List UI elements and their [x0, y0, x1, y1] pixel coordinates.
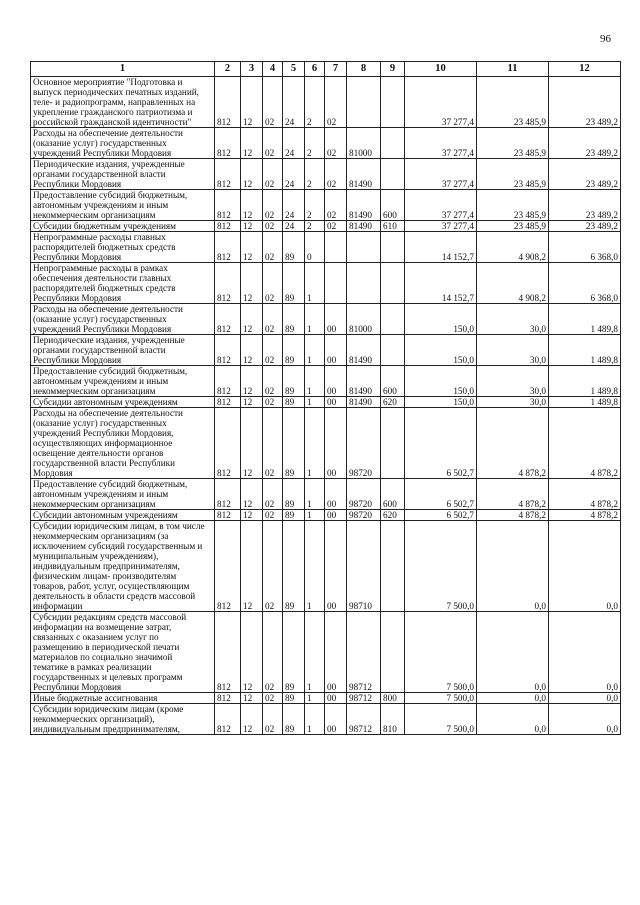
row-name-cell: Непрограммные расходы главных распорядителей бюджетных средств Республики Мордовия	[31, 232, 215, 263]
code-cell-c6: 2	[305, 159, 325, 190]
code-cell-c4: 02	[263, 693, 283, 704]
table-row	[31, 128, 621, 159]
code-cell-c9	[381, 159, 405, 190]
code-cell-c4: 02	[263, 612, 283, 693]
code-cell-c8	[347, 77, 381, 128]
table-row	[31, 335, 621, 366]
amount-cell-c12: 4 878,2	[549, 408, 621, 479]
code-cell-c4: 02	[263, 128, 283, 159]
code-cell-c9	[381, 77, 405, 128]
table-row	[31, 510, 621, 521]
code-cell-c4: 02	[263, 190, 283, 221]
code-cell-c9	[381, 521, 405, 612]
code-cell-c3: 12	[241, 304, 263, 335]
code-cell-c8: 98712	[347, 612, 381, 693]
row-name-cell: Субсидии бюджетным учреждениям	[31, 221, 215, 232]
code-cell-c6: 2	[305, 190, 325, 221]
code-cell-c5: 89	[283, 304, 305, 335]
code-cell-c5: 24	[283, 190, 305, 221]
code-cell-c4: 02	[263, 704, 283, 735]
code-cell-c2: 812	[215, 335, 241, 366]
table-row	[31, 704, 621, 735]
code-cell-c5: 24	[283, 221, 305, 232]
code-cell-c3: 12	[241, 190, 263, 221]
amount-cell-c11: 30,0	[477, 304, 549, 335]
code-cell-c2: 812	[215, 159, 241, 190]
code-cell-c7: 00	[325, 304, 347, 335]
amount-cell-c11: 0,0	[477, 612, 549, 693]
code-cell-c2: 812	[215, 366, 241, 397]
code-cell-c4: 02	[263, 366, 283, 397]
amount-cell-c11: 0,0	[477, 704, 549, 735]
amount-cell-c10: 7 500,0	[405, 521, 477, 612]
table-row	[31, 366, 621, 397]
code-cell-c8: 81490	[347, 397, 381, 408]
column-header-3: 3	[241, 62, 263, 77]
code-cell-c4: 02	[263, 159, 283, 190]
amount-cell-c11: 4 878,2	[477, 479, 549, 510]
row-name-cell: Субсидии юридическим лицам (кроме некоммерческих организаций), индивидуальным предпринимателям,	[31, 704, 215, 735]
amount-cell-c10: 6 502,7	[405, 479, 477, 510]
column-header-5: 5	[283, 62, 305, 77]
row-name-cell: Субсидии редакциям средств массовой информации на возмещение затрат, связанных с оказанием услуг по размещению в периодической печати материалов по социально значимой тематике в рамках реализации государственных и целевых программ Республики Мордовия	[31, 612, 215, 693]
code-cell-c4: 02	[263, 263, 283, 304]
code-cell-c5: 89	[283, 335, 305, 366]
code-cell-c8: 98712	[347, 693, 381, 704]
code-cell-c2: 812	[215, 704, 241, 735]
code-cell-c4: 02	[263, 521, 283, 612]
code-cell-c7: 00	[325, 335, 347, 366]
column-header-12: 12	[549, 62, 621, 77]
code-cell-c5: 89	[283, 397, 305, 408]
code-cell-c6: 2	[305, 221, 325, 232]
code-cell-c2: 812	[215, 479, 241, 510]
code-cell-c2: 812	[215, 510, 241, 521]
row-name-cell: Периодические издания, учрежденные органами государственной власти Республики Мордовия	[31, 335, 215, 366]
row-name-cell: Субсидии автономным учреждениям	[31, 510, 215, 521]
table-row	[31, 521, 621, 612]
code-cell-c8: 81490	[347, 190, 381, 221]
code-cell-c9: 600	[381, 479, 405, 510]
amount-cell-c12: 23 489,2	[549, 128, 621, 159]
code-cell-c9	[381, 612, 405, 693]
code-cell-c7: 00	[325, 521, 347, 612]
code-cell-c7: 02	[325, 159, 347, 190]
code-cell-c3: 12	[241, 510, 263, 521]
code-cell-c7: 00	[325, 612, 347, 693]
table-row	[31, 221, 621, 232]
code-cell-c6: 1	[305, 510, 325, 521]
code-cell-c6: 1	[305, 263, 325, 304]
table-row	[31, 190, 621, 221]
amount-cell-c12: 23 489,2	[549, 159, 621, 190]
code-cell-c6: 1	[305, 335, 325, 366]
code-cell-c9: 800	[381, 693, 405, 704]
code-cell-c9	[381, 232, 405, 263]
row-name-cell: Периодические издания, учрежденные органами государственной власти Республики Мордовия	[31, 159, 215, 190]
amount-cell-c10: 37 277,4	[405, 190, 477, 221]
row-name-cell: Расходы на обеспечение деятельности (оказание услуг) государственных учреждений Республики Мордовия	[31, 304, 215, 335]
code-cell-c8: 81490	[347, 221, 381, 232]
amount-cell-c12: 23 489,2	[549, 221, 621, 232]
amount-cell-c11: 23 485,9	[477, 159, 549, 190]
amount-cell-c11: 4 878,2	[477, 408, 549, 479]
code-cell-c3: 12	[241, 479, 263, 510]
code-cell-c9	[381, 304, 405, 335]
amount-cell-c10: 150,0	[405, 335, 477, 366]
code-cell-c3: 12	[241, 408, 263, 479]
row-name-cell: Предоставление субсидий бюджетным, автономным учреждениям и иным некоммерческим организациям	[31, 190, 215, 221]
page-number: 96	[600, 33, 611, 45]
amount-cell-c10: 7 500,0	[405, 693, 477, 704]
row-name-cell: Предоставление субсидий бюджетным, автономным учреждениям и иным некоммерческим организациям	[31, 479, 215, 510]
code-cell-c7: 00	[325, 408, 347, 479]
column-header-1: 1	[31, 62, 215, 77]
row-name-cell: Предоставление субсидий бюджетным, автономным учреждениям и иным некоммерческим организациям	[31, 366, 215, 397]
code-cell-c4: 02	[263, 335, 283, 366]
row-name-cell: Непрограммные расходы в рамках обеспечения деятельности главных распорядителей бюджетных средств Республики Мордовия	[31, 263, 215, 304]
row-name-cell: Субсидии юридическим лицам, в том числе некоммерческим организациям (за исключением субсидий государственным и муниципальным учреждениям), индивидуальным предпринимателям, физическим лицам- производителям товаров, работ, услуг, осуществляющим деятельность в области средств массовой информации	[31, 521, 215, 612]
code-cell-c7: 00	[325, 510, 347, 521]
column-header-2: 2	[215, 62, 241, 77]
code-cell-c2: 812	[215, 408, 241, 479]
code-cell-c8: 81000	[347, 128, 381, 159]
table-row	[31, 77, 621, 128]
table-row	[31, 479, 621, 510]
code-cell-c3: 12	[241, 704, 263, 735]
code-cell-c7: 00	[325, 479, 347, 510]
code-cell-c6: 2	[305, 128, 325, 159]
column-header-8: 8	[347, 62, 381, 77]
code-cell-c2: 812	[215, 304, 241, 335]
table-row	[31, 263, 621, 304]
code-cell-c4: 02	[263, 221, 283, 232]
code-cell-c7	[325, 232, 347, 263]
code-cell-c5: 24	[283, 128, 305, 159]
amount-cell-c11: 0,0	[477, 521, 549, 612]
amount-cell-c11: 23 485,9	[477, 221, 549, 232]
column-header-9: 9	[381, 62, 405, 77]
code-cell-c2: 812	[215, 521, 241, 612]
code-cell-c6: 1	[305, 612, 325, 693]
code-cell-c4: 02	[263, 232, 283, 263]
amount-cell-c12: 0,0	[549, 704, 621, 735]
code-cell-c3: 12	[241, 397, 263, 408]
code-cell-c9: 620	[381, 397, 405, 408]
code-cell-c5: 24	[283, 77, 305, 128]
amount-cell-c10: 6 502,7	[405, 408, 477, 479]
code-cell-c8: 81490	[347, 335, 381, 366]
amount-cell-c11: 0,0	[477, 693, 549, 704]
column-header-10: 10	[405, 62, 477, 77]
amount-cell-c10: 37 277,4	[405, 221, 477, 232]
amount-cell-c12: 0,0	[549, 693, 621, 704]
code-cell-c2: 812	[215, 232, 241, 263]
amount-cell-c12: 0,0	[549, 521, 621, 612]
code-cell-c6: 1	[305, 479, 325, 510]
code-cell-c6: 0	[305, 232, 325, 263]
code-cell-c8: 98720	[347, 408, 381, 479]
code-cell-c6: 1	[305, 366, 325, 397]
amount-cell-c12: 23 489,2	[549, 77, 621, 128]
code-cell-c8: 98712	[347, 704, 381, 735]
code-cell-c5: 89	[283, 704, 305, 735]
code-cell-c3: 12	[241, 159, 263, 190]
code-cell-c3: 12	[241, 232, 263, 263]
code-cell-c4: 02	[263, 510, 283, 521]
amount-cell-c11: 4 878,2	[477, 510, 549, 521]
code-cell-c8	[347, 263, 381, 304]
amount-cell-c11: 30,0	[477, 335, 549, 366]
amount-cell-c10: 37 277,4	[405, 77, 477, 128]
code-cell-c8: 81000	[347, 304, 381, 335]
table-row	[31, 232, 621, 263]
code-cell-c9: 810	[381, 704, 405, 735]
amount-cell-c12: 1 489,8	[549, 397, 621, 408]
amount-cell-c12: 0,0	[549, 612, 621, 693]
code-cell-c2: 812	[215, 693, 241, 704]
code-cell-c4: 02	[263, 304, 283, 335]
code-cell-c4: 02	[263, 479, 283, 510]
table-row	[31, 693, 621, 704]
amount-cell-c11: 23 485,9	[477, 190, 549, 221]
code-cell-c5: 89	[283, 366, 305, 397]
amount-cell-c12: 1 489,8	[549, 335, 621, 366]
amount-cell-c12: 1 489,8	[549, 304, 621, 335]
column-header-6: 6	[305, 62, 325, 77]
code-cell-c5: 89	[283, 521, 305, 612]
code-cell-c9: 610	[381, 221, 405, 232]
code-cell-c3: 12	[241, 77, 263, 128]
code-cell-c8: 98710	[347, 521, 381, 612]
amount-cell-c11: 4 908,2	[477, 232, 549, 263]
amount-cell-c12: 4 878,2	[549, 510, 621, 521]
table-row	[31, 304, 621, 335]
row-name-cell: Расходы на обеспечение деятельности (оказание услуг) государственных учреждений Республики Мордовия	[31, 128, 215, 159]
amount-cell-c12: 23 489,2	[549, 190, 621, 221]
code-cell-c3: 12	[241, 521, 263, 612]
code-cell-c5: 24	[283, 159, 305, 190]
code-cell-c8: 81490	[347, 159, 381, 190]
amount-cell-c11: 23 485,9	[477, 128, 549, 159]
code-cell-c2: 812	[215, 77, 241, 128]
code-cell-c5: 89	[283, 479, 305, 510]
code-cell-c9	[381, 335, 405, 366]
code-cell-c2: 812	[215, 190, 241, 221]
amount-cell-c12: 1 489,8	[549, 366, 621, 397]
code-cell-c7: 00	[325, 693, 347, 704]
amount-cell-c10: 7 500,0	[405, 704, 477, 735]
code-cell-c2: 812	[215, 612, 241, 693]
amount-cell-c10: 150,0	[405, 304, 477, 335]
code-cell-c3: 12	[241, 693, 263, 704]
code-cell-c5: 89	[283, 693, 305, 704]
amount-cell-c10: 14 152,7	[405, 263, 477, 304]
budget-table	[30, 61, 621, 735]
code-cell-c8: 81490	[347, 366, 381, 397]
code-cell-c9: 620	[381, 510, 405, 521]
row-name-cell: Субсидии автономным учреждениям	[31, 397, 215, 408]
code-cell-c9: 600	[381, 190, 405, 221]
code-cell-c5: 89	[283, 263, 305, 304]
code-cell-c3: 12	[241, 366, 263, 397]
column-header-7: 7	[325, 62, 347, 77]
amount-cell-c12: 4 878,2	[549, 479, 621, 510]
code-cell-c7: 02	[325, 128, 347, 159]
code-cell-c6: 1	[305, 304, 325, 335]
code-cell-c5: 89	[283, 510, 305, 521]
code-cell-c7	[325, 263, 347, 304]
code-cell-c9	[381, 263, 405, 304]
column-header-11: 11	[477, 62, 549, 77]
code-cell-c8: 98720	[347, 510, 381, 521]
code-cell-c4: 02	[263, 397, 283, 408]
amount-cell-c10: 37 277,4	[405, 128, 477, 159]
amount-cell-c10: 150,0	[405, 397, 477, 408]
code-cell-c4: 02	[263, 408, 283, 479]
code-cell-c3: 12	[241, 335, 263, 366]
table-row	[31, 612, 621, 693]
code-cell-c6: 1	[305, 521, 325, 612]
code-cell-c2: 812	[215, 128, 241, 159]
code-cell-c8: 98720	[347, 479, 381, 510]
amount-cell-c12: 6 368,0	[549, 232, 621, 263]
amount-cell-c10: 37 277,4	[405, 159, 477, 190]
code-cell-c9: 600	[381, 366, 405, 397]
row-name-cell: Основное мероприятие "Подготовка и выпуск периодических печатных изданий, теле- и радиопрограмм, направленных на укрепление гражданского патриотизма и российской гражданской идентичности"	[31, 77, 215, 128]
amount-cell-c10: 7 500,0	[405, 612, 477, 693]
table-row	[31, 408, 621, 479]
code-cell-c6: 1	[305, 408, 325, 479]
code-cell-c8	[347, 232, 381, 263]
amount-cell-c10: 6 502,7	[405, 510, 477, 521]
amount-cell-c11: 23 485,9	[477, 77, 549, 128]
code-cell-c9	[381, 128, 405, 159]
column-header-4: 4	[263, 62, 283, 77]
row-name-cell: Расходы на обеспечение деятельности (оказание услуг) государственных учреждений Республики Мордовия, осуществляющих информационное освещение деятельности органов государственной власти Республики Мордовия	[31, 408, 215, 479]
code-cell-c5: 89	[283, 232, 305, 263]
code-cell-c3: 12	[241, 128, 263, 159]
code-cell-c6: 1	[305, 397, 325, 408]
code-cell-c5: 89	[283, 408, 305, 479]
amount-cell-c11: 4 908,2	[477, 263, 549, 304]
header-row	[31, 62, 621, 77]
code-cell-c4: 02	[263, 77, 283, 128]
code-cell-c7: 02	[325, 190, 347, 221]
table-row	[31, 397, 621, 408]
code-cell-c5: 89	[283, 612, 305, 693]
code-cell-c7: 00	[325, 397, 347, 408]
code-cell-c2: 812	[215, 397, 241, 408]
code-cell-c7: 02	[325, 221, 347, 232]
code-cell-c3: 12	[241, 612, 263, 693]
code-cell-c6: 1	[305, 704, 325, 735]
table-row	[31, 159, 621, 190]
code-cell-c6: 2	[305, 77, 325, 128]
code-cell-c3: 12	[241, 221, 263, 232]
code-cell-c3: 12	[241, 263, 263, 304]
amount-cell-c10: 14 152,7	[405, 232, 477, 263]
amount-cell-c10: 150,0	[405, 366, 477, 397]
code-cell-c6: 1	[305, 693, 325, 704]
code-cell-c2: 812	[215, 263, 241, 304]
code-cell-c9	[381, 408, 405, 479]
amount-cell-c11: 30,0	[477, 397, 549, 408]
row-name-cell: Иные бюджетные ассигнования	[31, 693, 215, 704]
code-cell-c7: 02	[325, 77, 347, 128]
amount-cell-c11: 30,0	[477, 366, 549, 397]
code-cell-c7: 00	[325, 704, 347, 735]
code-cell-c2: 812	[215, 221, 241, 232]
amount-cell-c12: 6 368,0	[549, 263, 621, 304]
code-cell-c7: 00	[325, 366, 347, 397]
